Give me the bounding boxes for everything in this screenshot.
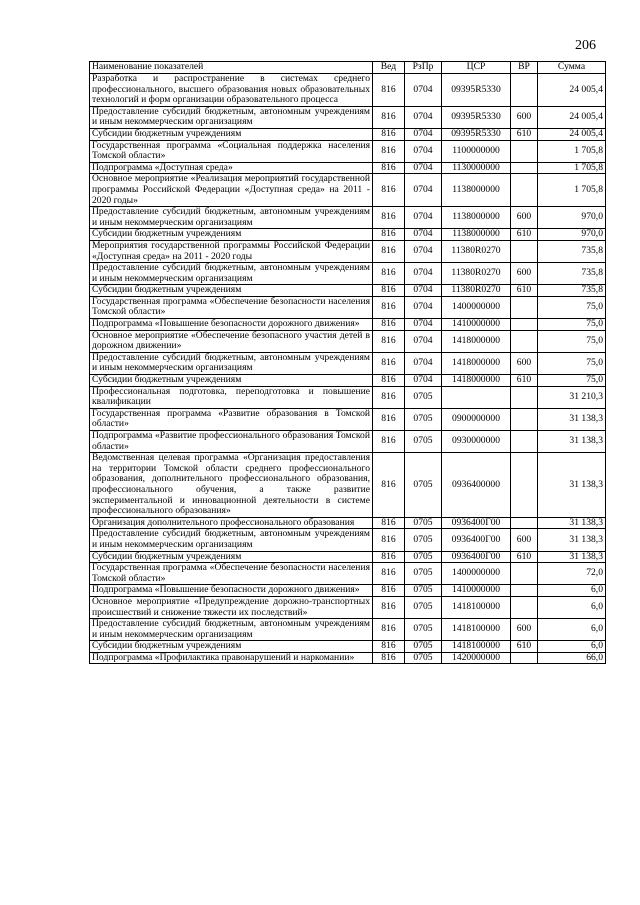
cell-ved: 816 [373, 386, 405, 408]
table-row [90, 652, 606, 664]
cell-ved: 816 [373, 596, 405, 618]
cell-name: Основное мероприятие «Обеспечение безопасного участия детей в дорожном движении» [90, 330, 373, 352]
cell-csr: 1410000000 [442, 319, 511, 331]
table-row [90, 207, 606, 229]
cell-name: Субсидии бюджетным учреждениям [90, 229, 373, 241]
cell-ved: 816 [373, 652, 405, 664]
cell-rzpr: 0705 [405, 585, 442, 597]
cell-ved: 816 [373, 453, 405, 518]
cell-sum: 1 705,8 [538, 140, 606, 162]
cell-name: Государственная программа «Обеспечение безопасности населения Томской области» [90, 296, 373, 318]
cell-sum: 6,0 [538, 585, 606, 597]
cell-vr [511, 319, 538, 331]
cell-vr [511, 74, 538, 107]
table-row [90, 408, 606, 430]
cell-ved: 816 [373, 106, 405, 128]
cell-vr: 610 [511, 641, 538, 653]
cell-vr [511, 162, 538, 174]
table-row [90, 386, 606, 408]
cell-ved: 816 [373, 296, 405, 318]
cell-vr [511, 563, 538, 585]
cell-sum: 31 138,3 [538, 551, 606, 563]
cell-rzpr: 0705 [405, 652, 442, 664]
cell-ved: 816 [373, 619, 405, 641]
cell-rzpr: 0704 [405, 106, 442, 128]
cell-name: Мероприятия государственной программы Российской Федерации «Доступная среда» на 2011 - 2020 годы [90, 240, 373, 262]
cell-rzpr: 0705 [405, 431, 442, 453]
cell-name: Основное мероприятие «Предупреждение дорожно-транспортных происшествий и снижение тяжести их последствий» [90, 596, 373, 618]
cell-ved: 816 [373, 330, 405, 352]
cell-vr [511, 240, 538, 262]
header-vr: ВР [511, 62, 538, 74]
cell-rzpr: 0705 [405, 563, 442, 585]
cell-ved: 816 [373, 240, 405, 262]
cell-ved: 816 [373, 431, 405, 453]
cell-rzpr: 0704 [405, 352, 442, 374]
cell-name: Ведомственная целевая программа «Организация предоставления на территории Томской области среднего профессионального образования, дополнительного профессионального образования, профессионального обучения, а также развитие экспериментальной и инновационной деятельности в системе профессионального образования» [90, 453, 373, 518]
cell-vr: 610 [511, 128, 538, 140]
table-row [90, 585, 606, 597]
table-row [90, 162, 606, 174]
cell-ved: 816 [373, 517, 405, 529]
table-row [90, 352, 606, 374]
table-header-row [90, 62, 606, 74]
cell-name: Субсидии бюджетным учреждениям [90, 641, 373, 653]
cell-vr: 600 [511, 207, 538, 229]
cell-vr: 600 [511, 529, 538, 551]
cell-sum: 31 138,3 [538, 529, 606, 551]
cell-sum: 75,0 [538, 319, 606, 331]
cell-sum: 735,8 [538, 285, 606, 297]
cell-sum: 24 005,4 [538, 74, 606, 107]
cell-sum: 31 138,3 [538, 431, 606, 453]
cell-rzpr: 0704 [405, 229, 442, 241]
cell-csr: 1420000000 [442, 652, 511, 664]
table-row [90, 517, 606, 529]
table-row [90, 296, 606, 318]
table-row [90, 551, 606, 563]
cell-name: Субсидии бюджетным учреждениям [90, 375, 373, 387]
cell-ved: 816 [373, 375, 405, 387]
cell-sum: 75,0 [538, 352, 606, 374]
cell-vr [511, 652, 538, 664]
cell-ved: 816 [373, 408, 405, 430]
header-rzpr: РзПр [405, 62, 442, 74]
cell-name: Предоставление субсидий бюджетным, автономным учреждениям и иным некоммерческим организациям [90, 263, 373, 285]
cell-rzpr: 0704 [405, 162, 442, 174]
cell-rzpr: 0705 [405, 551, 442, 563]
cell-sum: 31 210,3 [538, 386, 606, 408]
cell-csr: 1100000000 [442, 140, 511, 162]
cell-vr: 600 [511, 352, 538, 374]
table-row [90, 596, 606, 618]
cell-ved: 816 [373, 263, 405, 285]
cell-ved: 816 [373, 551, 405, 563]
cell-vr [511, 140, 538, 162]
cell-csr: 0936400Г00 [442, 517, 511, 529]
cell-csr: 09395R5330 [442, 74, 511, 107]
cell-sum: 970,0 [538, 229, 606, 241]
cell-ved: 816 [373, 229, 405, 241]
cell-vr [511, 296, 538, 318]
cell-csr: 11380R0270 [442, 263, 511, 285]
budget-table [89, 61, 606, 664]
cell-csr: 1418100000 [442, 596, 511, 618]
table-row [90, 174, 606, 207]
cell-vr [511, 330, 538, 352]
cell-csr: 0930000000 [442, 431, 511, 453]
cell-ved: 816 [373, 207, 405, 229]
cell-csr: 1138000000 [442, 207, 511, 229]
cell-ved: 816 [373, 162, 405, 174]
table-row [90, 128, 606, 140]
cell-csr: 0936400000 [442, 453, 511, 518]
table-row [90, 619, 606, 641]
table-row [90, 240, 606, 262]
cell-rzpr: 0704 [405, 207, 442, 229]
cell-csr: 0936400Г00 [442, 529, 511, 551]
cell-vr: 610 [511, 551, 538, 563]
cell-sum: 31 138,3 [538, 408, 606, 430]
table-row [90, 641, 606, 653]
cell-sum: 6,0 [538, 641, 606, 653]
cell-name: Основное мероприятие «Реализация мероприятий государственной программы Российской Федерации «Доступная среда» на 2011 - 2020 годы» [90, 174, 373, 207]
cell-rzpr: 0705 [405, 641, 442, 653]
cell-name: Подпрограмма «Доступная среда» [90, 162, 373, 174]
cell-ved: 816 [373, 529, 405, 551]
cell-ved: 816 [373, 352, 405, 374]
cell-csr: 0936400Г00 [442, 551, 511, 563]
table-row [90, 106, 606, 128]
cell-vr: 600 [511, 263, 538, 285]
cell-sum: 75,0 [538, 296, 606, 318]
cell-csr: 11380R0270 [442, 285, 511, 297]
cell-rzpr: 0704 [405, 375, 442, 387]
table-row [90, 74, 606, 107]
cell-ved: 816 [373, 585, 405, 597]
cell-name: Предоставление субсидий бюджетным, автономным учреждениям и иным некоммерческим организациям [90, 619, 373, 641]
cell-vr [511, 517, 538, 529]
cell-name: Предоставление субсидий бюджетным, автономным учреждениям и иным некоммерческим организациям [90, 529, 373, 551]
cell-name: Организация дополнительного профессионального образования [90, 517, 373, 529]
cell-sum: 31 138,3 [538, 517, 606, 529]
cell-csr: 1418100000 [442, 641, 511, 653]
cell-sum: 24 005,4 [538, 106, 606, 128]
cell-csr: 1400000000 [442, 296, 511, 318]
cell-csr: 1400000000 [442, 563, 511, 585]
table-row [90, 529, 606, 551]
cell-rzpr: 0705 [405, 517, 442, 529]
table-row [90, 319, 606, 331]
cell-ved: 816 [373, 641, 405, 653]
cell-rzpr: 0704 [405, 330, 442, 352]
cell-ved: 816 [373, 285, 405, 297]
cell-ved: 816 [373, 74, 405, 107]
cell-csr: 09395R5330 [442, 128, 511, 140]
cell-csr: 1418000000 [442, 330, 511, 352]
cell-sum: 970,0 [538, 207, 606, 229]
cell-name: Государственная программа «Социальная поддержка населения Томской области» [90, 140, 373, 162]
cell-rzpr: 0705 [405, 529, 442, 551]
cell-name: Профессиональная подготовка, переподготовка и повышение квалификации [90, 386, 373, 408]
cell-vr [511, 585, 538, 597]
cell-sum: 1 705,8 [538, 162, 606, 174]
cell-name: Предоставление субсидий бюджетным, автономным учреждениям и иным некоммерческим организациям [90, 106, 373, 128]
cell-name: Субсидии бюджетным учреждениям [90, 128, 373, 140]
cell-name: Предоставление субсидий бюджетным, автономным учреждениям и иным некоммерческим организациям [90, 352, 373, 374]
cell-name: Подпрограмма «Повышение безопасности дорожного движения» [90, 319, 373, 331]
table-row [90, 140, 606, 162]
cell-name: Предоставление субсидий бюджетным, автономным учреждениям и иным некоммерческим организациям [90, 207, 373, 229]
cell-vr: 600 [511, 106, 538, 128]
cell-vr [511, 386, 538, 408]
header-ved: Вед [373, 62, 405, 74]
cell-sum: 6,0 [538, 619, 606, 641]
header-csr: ЦСР [442, 62, 511, 74]
cell-name: Государственная программа «Обеспечение безопасности населения Томской области» [90, 563, 373, 585]
header-name: Наименование показателей [90, 62, 373, 74]
cell-rzpr: 0704 [405, 128, 442, 140]
cell-sum: 72,0 [538, 563, 606, 585]
cell-sum: 1 705,8 [538, 174, 606, 207]
cell-name: Подпрограмма «Развитие профессионального образования Томской области» [90, 431, 373, 453]
cell-name: Разработка и распространение в системах среднего профессионального, высшего образования новых образовательных технологий и форм организации образовательного процесса [90, 74, 373, 107]
table-row [90, 330, 606, 352]
cell-rzpr: 0705 [405, 619, 442, 641]
cell-vr [511, 431, 538, 453]
cell-name: Подпрограмма «Повышение безопасности дорожного движения» [90, 585, 373, 597]
table-row [90, 263, 606, 285]
cell-csr: 0900000000 [442, 408, 511, 430]
page-number: 206 [575, 38, 596, 53]
cell-vr: 610 [511, 229, 538, 241]
cell-ved: 816 [373, 140, 405, 162]
cell-rzpr: 0705 [405, 453, 442, 518]
cell-sum: 735,8 [538, 263, 606, 285]
cell-csr: 11380R0270 [442, 240, 511, 262]
cell-csr: 09395R5330 [442, 106, 511, 128]
cell-sum: 6,0 [538, 596, 606, 618]
cell-csr: 1410000000 [442, 585, 511, 597]
cell-csr: 1418000000 [442, 352, 511, 374]
cell-rzpr: 0705 [405, 408, 442, 430]
table-row [90, 431, 606, 453]
cell-sum: 31 138,3 [538, 453, 606, 518]
cell-csr: 1130000000 [442, 162, 511, 174]
cell-sum: 75,0 [538, 330, 606, 352]
cell-vr [511, 596, 538, 618]
cell-sum: 66,0 [538, 652, 606, 664]
table-row [90, 375, 606, 387]
cell-ved: 816 [373, 128, 405, 140]
cell-rzpr: 0704 [405, 296, 442, 318]
cell-ved: 816 [373, 174, 405, 207]
cell-rzpr: 0704 [405, 263, 442, 285]
table-row [90, 229, 606, 241]
cell-ved: 816 [373, 319, 405, 331]
cell-rzpr: 0704 [405, 174, 442, 207]
table-row [90, 563, 606, 585]
cell-name: Субсидии бюджетным учреждениям [90, 285, 373, 297]
cell-csr [442, 386, 511, 408]
cell-sum: 735,8 [538, 240, 606, 262]
cell-rzpr: 0704 [405, 285, 442, 297]
cell-rzpr: 0705 [405, 386, 442, 408]
cell-csr: 1138000000 [442, 229, 511, 241]
cell-vr: 610 [511, 375, 538, 387]
cell-vr [511, 453, 538, 518]
cell-sum: 75,0 [538, 375, 606, 387]
cell-ved: 816 [373, 563, 405, 585]
cell-vr: 600 [511, 619, 538, 641]
cell-csr: 1418000000 [442, 375, 511, 387]
cell-name: Субсидии бюджетным учреждениям [90, 551, 373, 563]
header-sum: Сумма [538, 62, 606, 74]
cell-csr: 1418100000 [442, 619, 511, 641]
cell-name: Подпрограмма «Профилактика правонарушений и наркомании» [90, 652, 373, 664]
cell-csr: 1138000000 [442, 174, 511, 207]
cell-vr [511, 174, 538, 207]
cell-rzpr: 0704 [405, 74, 442, 107]
cell-sum: 24 005,4 [538, 128, 606, 140]
cell-rzpr: 0705 [405, 596, 442, 618]
cell-vr [511, 408, 538, 430]
table-row [90, 453, 606, 518]
cell-name: Государственная программа «Развитие образования в Томской области» [90, 408, 373, 430]
table-row [90, 285, 606, 297]
cell-rzpr: 0704 [405, 140, 442, 162]
cell-vr: 610 [511, 285, 538, 297]
cell-rzpr: 0704 [405, 240, 442, 262]
cell-rzpr: 0704 [405, 319, 442, 331]
